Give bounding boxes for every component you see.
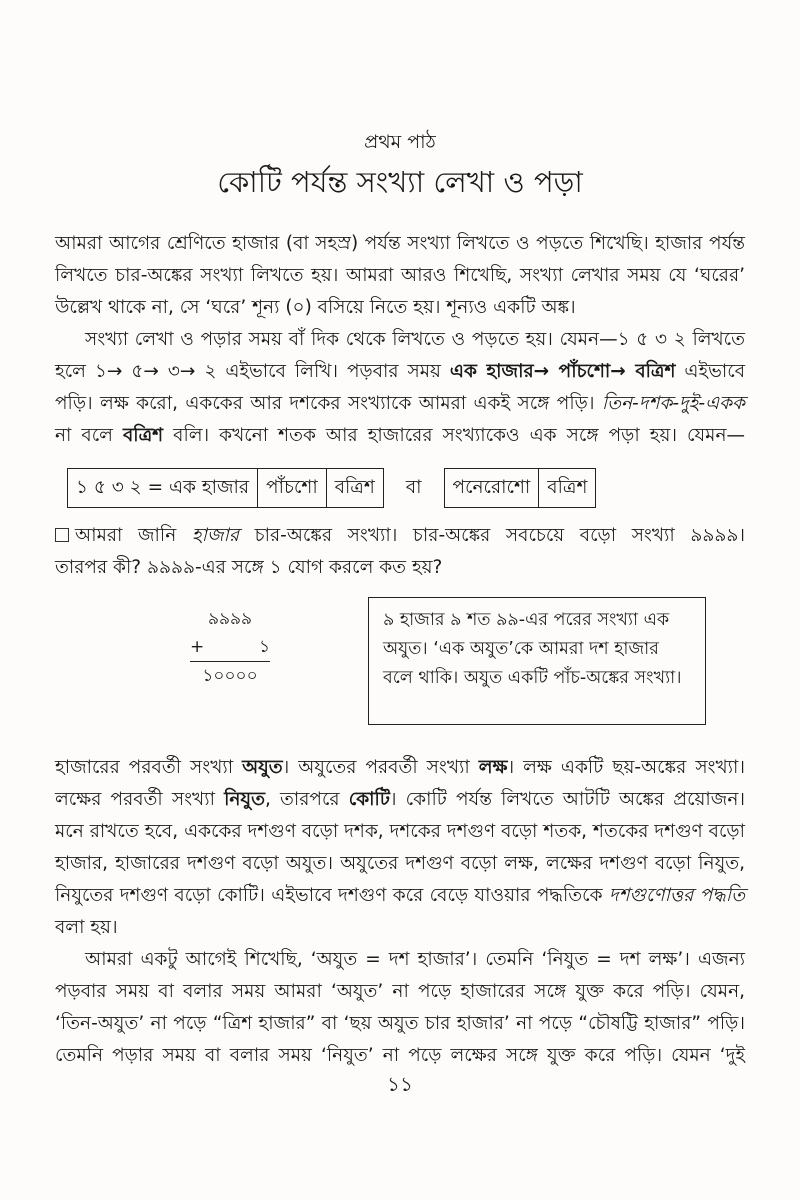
text-line: তেমনি পড়ার সময় বা বলার সময় ‘নিযুত’ না পড়ে লক্ষের সঙ্গে যুক্ত করে পড়ি। যেমন ‘দুই <box>55 1045 745 1066</box>
text-span: লক্ষের পরবর্তী সংখ্যা <box>55 789 225 810</box>
bold-term: কোটি <box>348 789 390 810</box>
text-line <box>55 520 745 552</box>
sum-top: ৯৯৯৯ <box>207 609 253 629</box>
text-span: নিযুতের দশগুণ বড়ো কোটি। এইভাবে দশগুণ করে বেড়ে যাওয়ার পদ্ধতিকে <box>55 885 609 906</box>
text-line: তারপর কী? ৯৯৯৯-এর সঙ্গে ১ যোগ করলে কত হয়? <box>55 557 443 578</box>
example-box-left <box>67 468 384 508</box>
sum-addend-row <box>190 633 270 662</box>
text-span: না বলে <box>55 425 123 446</box>
reading-paragraph <box>55 324 745 452</box>
text-span: । লক্ষ একটি ছয়-অঙ্কের সংখ্যা। <box>507 757 745 778</box>
plus-sign: + <box>190 637 205 657</box>
italic-term: দশগুণোত্তর পদ্ধতি <box>608 885 745 906</box>
italic-term: তিন-দশক-দুই-একক <box>601 393 745 414</box>
text-line: ‘তিন-অযুত’ না পড়ে “ত্রিশ হাজার” বা ‘ছয় অযুত চার হাজার’ না পড়ে “চৌষট্টি হাজার” পড়ি। <box>55 1013 745 1034</box>
text-span: চার-অঙ্কের সংখ্যা। চার-অঙ্কের সবচেয়ে বড়ো সংখ্যা ৯৯৯৯। <box>239 525 746 546</box>
question-paragraph <box>55 520 745 584</box>
text-span: আমরা জানি <box>75 525 192 546</box>
text-span: এইভাবে <box>675 361 745 382</box>
text-line <box>55 420 745 452</box>
table-cell: পাঁচশো <box>258 469 327 507</box>
combining-paragraph <box>55 944 745 1072</box>
bold-example: এক হাজার→ পাঁচশো→ বত্রিশ <box>449 361 676 382</box>
text-line <box>55 356 745 388</box>
text-span: হলে ১→ ৫→ ৩→ ২ এইভাবে লিখি। পড়বার সময় <box>55 361 450 382</box>
text-line: উল্লেখ থাকে না, সে ‘ঘরে’ শূন্য (০) বসিয়ে নিতে হয়। শূন্যও একটি অঙ্ক। <box>55 297 576 318</box>
places-paragraph <box>55 752 745 944</box>
text-line: আমরা আগের শ্রেণিতে হাজার (বা সহস্র) পর্যন্ত সংখ্যা লিখতে ও পড়তে শিখেছি। হাজার পর্যন্ত <box>55 233 745 254</box>
checkbox-icon <box>55 528 69 542</box>
table-cell: বত্রিশ <box>547 476 588 498</box>
text-span: হাজারের পরবর্তী সংখ্যা <box>55 757 243 778</box>
table-cell: পনেরোশো <box>445 469 540 507</box>
sum-addend: ১ <box>258 637 270 657</box>
page-number: ১১ <box>387 1072 413 1096</box>
example-box-right <box>444 468 597 508</box>
text-line <box>55 752 745 784</box>
text-line <box>55 880 745 912</box>
text-line: বলা হয়। <box>55 917 118 938</box>
text-span: , তারপরে <box>264 789 349 810</box>
lesson-label: প্রথম পাঠ <box>364 131 436 153</box>
text-line <box>55 388 745 420</box>
bold-term: অযুত <box>242 757 283 778</box>
text-line: সংখ্যা লেখা ও পড়ার সময় বাঁ দিক থেকে লিখতে ও পড়তে হয়। যেমন—১ ৫ ৩ ২ লিখতে <box>85 329 745 350</box>
text-line <box>55 784 745 816</box>
italic-term: হাজার <box>191 525 240 546</box>
text-span: । কোটি পর্যন্ত লিখতে আটটি অঙ্কের প্রয়োজন। <box>389 789 746 810</box>
chapter-title: কোটি পর্যন্ত সংখ্যা লেখা ও পড়া <box>217 165 583 199</box>
text-line: মনে রাখতে হবে, এককের দশগুণ বড়ো দশক, দশকের দশগুণ বড়ো শতক, শতকের দশগুণ বড়ো <box>55 821 745 842</box>
text-line: পড়বার সময় বা বলার সময় আমরা ‘অযুত’ না পড়ে হাজারের সঙ্গে যুক্ত করে পড়ি। যেমন, <box>55 981 745 1002</box>
text-span: বলি। কখনো শতক আর হাজারের সংখ্যাকেও এক সঙ্গে পড়া হয়। যেমন— <box>163 425 745 446</box>
table-cell: বত্রিশ <box>334 476 375 498</box>
text-line: আমরা একটু আগেই শিখেছি, ‘অযুত = দশ হাজার’। তেমনি ‘নিযুত = দশ লক্ষ’। এজন্য <box>85 949 745 970</box>
sum-result: ১০০০০ <box>202 666 258 686</box>
text-span: । অযুতের পরবর্তী সংখ্যা <box>282 757 479 778</box>
example-table <box>67 468 596 508</box>
bold-term: লক্ষ <box>478 757 508 778</box>
text-line: লিখতে চার-অঙ্কের সংখ্যা লিখতে হয়। আমরা আরও শিখেছি, সংখ্যা লেখার সময় যে ‘ঘরের’ <box>55 265 745 286</box>
intro-paragraph <box>55 228 745 324</box>
text-line: হাজার, হাজারের দশগুণ বড়ো অযুত। অযুতের দশগুণ বড়ো লক্ষ, লক্ষের দশগুণ বড়ো নিযুত, <box>55 853 745 874</box>
table-cell: ১ ৫ ৩ ২ = এক হাজার <box>68 469 258 507</box>
addition-sum <box>190 605 270 690</box>
text-span: পড়ি। লক্ষ করো, এককের আর দশকের সংখ্যাকে আমরা একই সঙ্গে পড়ি। <box>55 393 602 414</box>
note-box: ৯ হাজার ৯ শত ৯৯-এর পরের সংখ্যা এক অযুত। ‘এক অযুত’কে আমরা দশ হাজার বলে থাকি। অযুত একটি পাঁচ-অঙ্কের সংখ্যা। <box>368 597 706 725</box>
bold-term: বত্রিশ <box>122 425 164 446</box>
bold-term: নিযুত <box>224 789 265 810</box>
or-label: বা <box>405 476 422 498</box>
